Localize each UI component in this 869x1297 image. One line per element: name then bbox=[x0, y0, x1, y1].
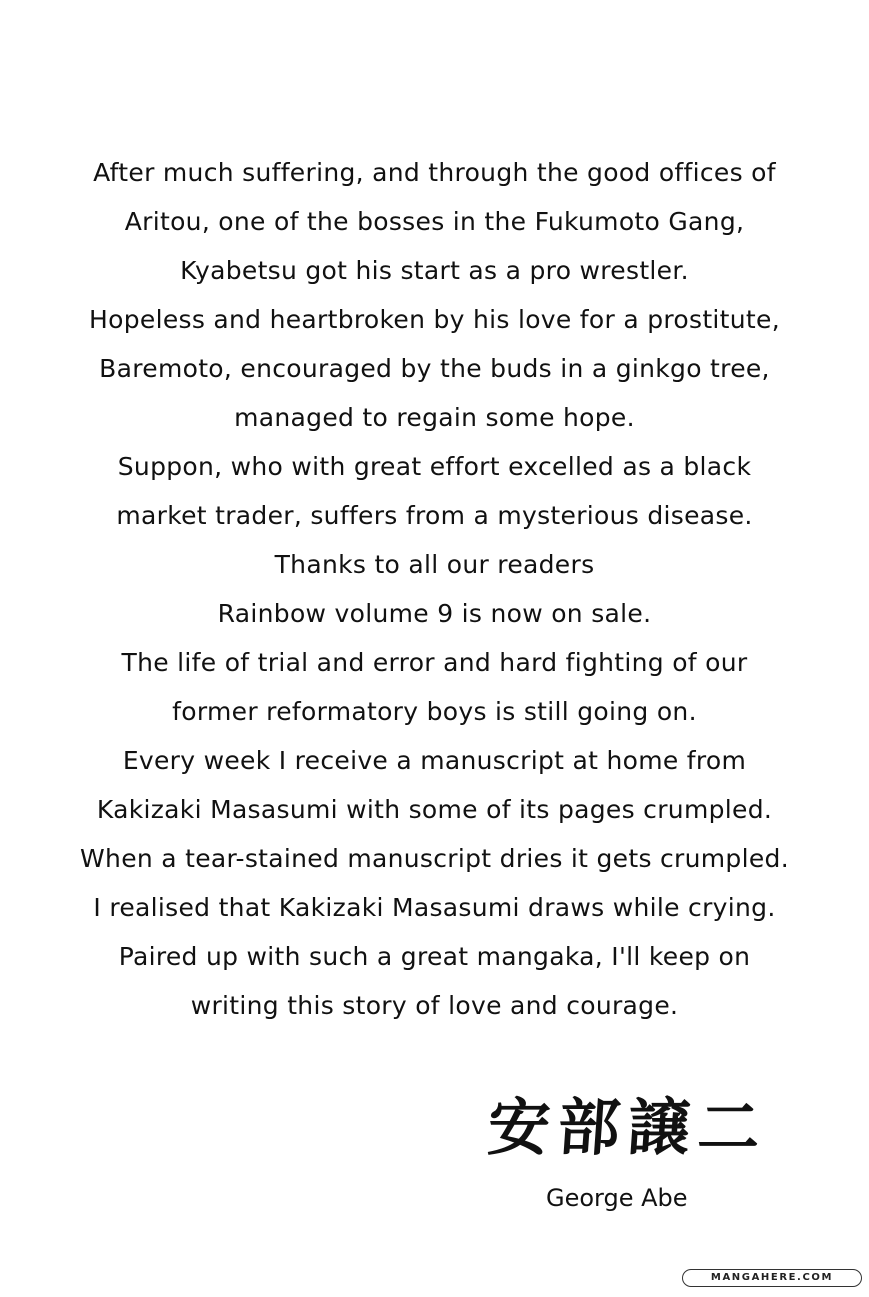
text-line: market trader, suffers from a mysterious disease. bbox=[116, 501, 753, 530]
text-line: writing this story of love and courage. bbox=[190, 991, 679, 1020]
text-line: Hopeless and heartbroken by his love for a prostitute, bbox=[89, 305, 780, 334]
watermark: MANGAHERE.COM bbox=[682, 1269, 862, 1287]
text-line: Rainbow volume 9 is now on sale. bbox=[217, 599, 652, 628]
signature-kanji: 安部譲二 bbox=[485, 1091, 771, 1164]
text-line: Baremoto, encouraged by the buds in a ginkgo tree, bbox=[99, 354, 770, 383]
text-line: Aritou, one of the bosses in the Fukumoto Gang, bbox=[124, 207, 745, 236]
text-line: Kakizaki Masasumi with some of its pages crumpled. bbox=[96, 795, 773, 824]
text-line: Thanks to all our readers bbox=[274, 550, 595, 579]
text-line: The life of trial and error and hard fighting of our bbox=[121, 648, 748, 677]
author-name: George Abe bbox=[546, 1184, 688, 1212]
text-line: managed to regain some hope. bbox=[234, 403, 635, 432]
text-line: When a tear-stained manuscript dries it gets crumpled. bbox=[80, 844, 789, 873]
text-line: Paired up with such a great mangaka, I'll keep on bbox=[118, 942, 751, 971]
text-line: I realised that Kakizaki Masasumi draws while crying. bbox=[93, 893, 776, 922]
author-signature bbox=[485, 1088, 788, 1178]
text-line: After much suffering, and through the good offices of bbox=[93, 158, 776, 187]
afterword-text bbox=[40, 148, 829, 1030]
text-line: former reformatory boys is still going on. bbox=[172, 697, 697, 726]
text-line: Kyabetsu got his start as a pro wrestler. bbox=[180, 256, 689, 285]
text-line: Suppon, who with great effort excelled as a black bbox=[117, 452, 752, 481]
text-line: Every week I receive a manuscript at home from bbox=[122, 746, 747, 775]
